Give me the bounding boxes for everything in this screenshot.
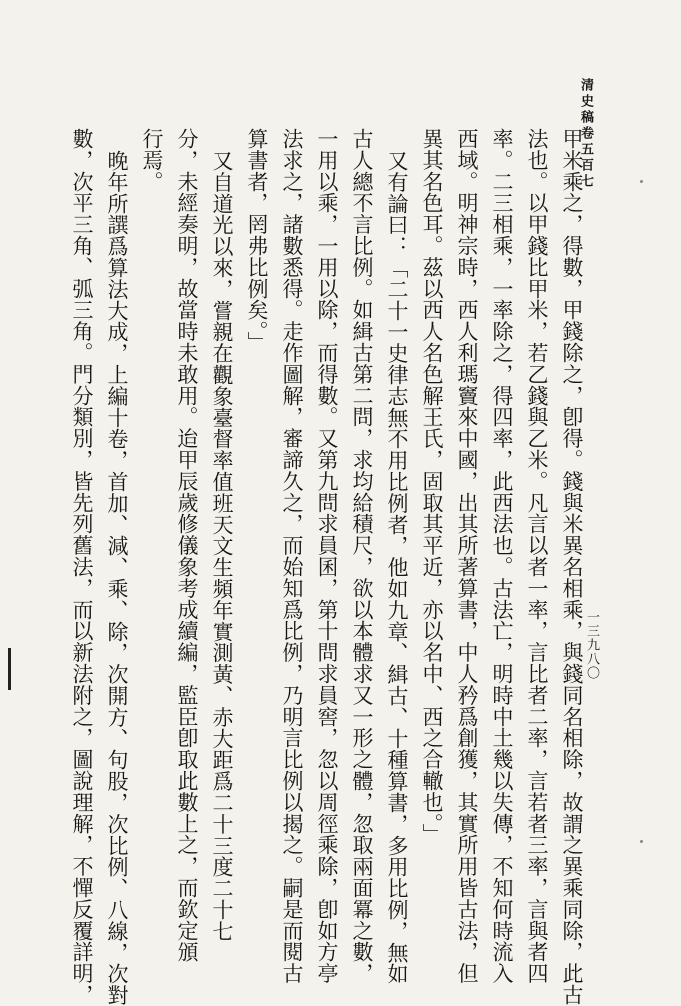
text-column: 分，未經奏明，故當時未敢用。迨甲辰歲修儀象考成續編，監臣卽取此數上之，而欽定頒: [175, 128, 199, 963]
page-number: 一三九八〇: [584, 610, 599, 680]
text-column: 又自道光以來，嘗親在觀象臺督率值班天文生頻年實測黃、赤大距爲二十三度二十七: [210, 150, 234, 942]
running-header: 清史稿卷五百七: [578, 78, 593, 190]
text-column: 數，次平三角、弧三角。門分類別，皆先列舊法，而以新法附之，圖說理解，不憚反覆詳明，: [70, 128, 94, 1006]
scan-speck: [640, 840, 643, 843]
text-column: 率。二三相乘，一率除之，得四率，此西法也。古法亡，明時中土幾以失傳，不知何時流入: [490, 128, 514, 984]
scan-speck: [640, 180, 643, 183]
text-column: 一用以乘，一用以除，而得數。又第九問求員囷，第十問求員窖，忽以周徑乘除，卽如方亭: [315, 128, 339, 984]
text-column: 甲米乘之，得數，甲錢除之，卽得。錢與米異名相乘，與錢同名相除，故謂之異乘同除，此古: [560, 128, 584, 1006]
text-column: 異其名色耳。茲以西人名色解王氏，固取其平近，亦以名中、西之合轍也。」: [420, 128, 444, 846]
text-column: 西域。明神宗時，西人利瑪竇來中國，出其所著算書，中人矜爲創獲，其實所用皆古法，但: [455, 128, 479, 984]
text-column: 又有論曰：「二十一史律志無不用比例者，他如九章、緝古、十種算書，多用比例，無如: [385, 150, 409, 985]
margin-mark: [8, 648, 11, 690]
text-column: 法求之，諸數悉得。走作圖解，審諦久之，而始知爲比例，乃明言比例以揭之。嗣是而閱古: [280, 128, 304, 984]
text-column: 法也。以甲錢比甲米，若乙錢與乙米。凡言以者一率，言比者二率，言若者三率，言與者四: [525, 128, 549, 984]
text-column: 古人總不言比例。如緝古第二問，求均給積尺，欲以本體求又一形之體，忽取兩面冪之數，: [350, 128, 374, 984]
text-column: 行焉。: [140, 128, 164, 193]
text-column: 算書者，罔弗比例矣。」: [245, 128, 269, 353]
text-column: 晚年所譔爲算法大成，上編十卷，首加、減、乘、除，次開方、句股，次比例、八線，次對: [105, 150, 129, 1006]
